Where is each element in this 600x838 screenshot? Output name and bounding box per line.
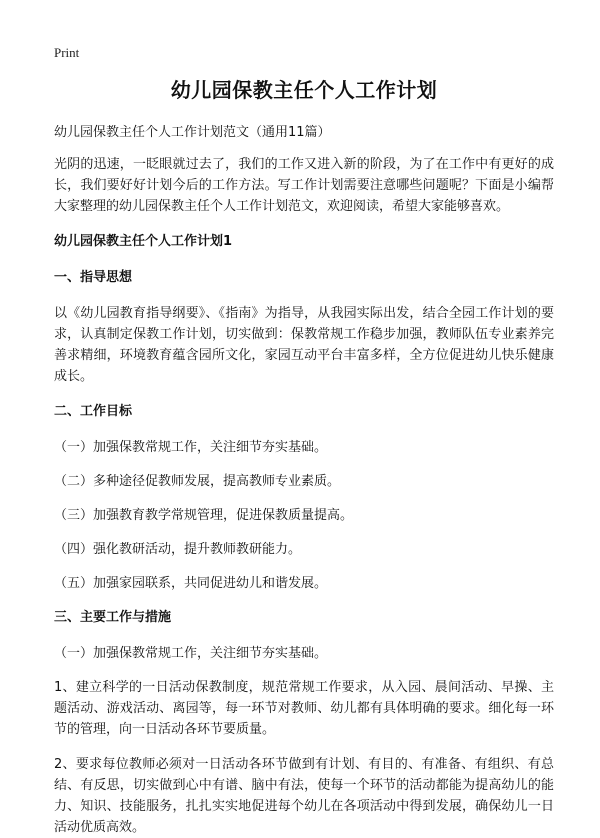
goal-item: （二）多种途径促教师发展，提高教师专业素质。 bbox=[54, 474, 341, 489]
measures-paragraph-1: 1、建立科学的一日活动保教制度，规范常规工作要求，从入园、晨间活动、早操、主题活动、游戏活动、离园等，每一环节对教师、幼儿都有具体明确的要求。细化每一环节的管理，向一日活动各环节要质量。 bbox=[54, 680, 554, 737]
intro-paragraph: 光阴的迅速，一眨眼就过去了，我们的工作又进入新的阶段，为了在工作中有更好的成长，我们要好好计划今后的工作方法。写工作计划需要注意哪些问题呢？下面是小编帮大家整理的幼儿园保教主任个人工作计划范文，欢迎阅读，希望大家能够喜欢。 bbox=[54, 157, 554, 214]
document-subtitle: 幼儿园保教主任个人工作计划范文（通用11篇） bbox=[54, 125, 331, 140]
guiding-paragraph: 以《幼儿园教育指导纲要》、《指南》为指导，从我园实际出发，结合全园工作计划的要求，认真制定保教工作计划，切实做到：保教常规工作稳步加强，教师队伍专业素养完善求精细，环境教育蕴含园所文化，家园互动平台丰富多样，全方位促进幼儿快乐健康成长。 bbox=[54, 306, 554, 384]
measures-paragraph-2: 2、要求每位教师必须对一日活动各环节做到有计划、有目的、有准备、有组织、有总结、有反思，切实做到心中有谱、脑中有法，使每一个环节的活动都能为提高幼儿的能力、知识、技能服务，扎扎实实地促进每个幼儿在各项活动中得到发展，确保幼儿一日活动优质高效。 bbox=[54, 757, 554, 835]
goal-item: （四）强化教研活动，提升教师教研能力。 bbox=[54, 542, 302, 557]
goal-item: （一）加强保教常规工作，关注细节夯实基础。 bbox=[54, 440, 328, 455]
measures-heading: 三、主要工作与措施 bbox=[54, 610, 172, 625]
guiding-heading: 一、指导思想 bbox=[54, 270, 133, 285]
goals-heading: 二、工作目标 bbox=[54, 404, 133, 419]
measures-subheading: （一）加强保教常规工作，关注细节夯实基础。 bbox=[54, 646, 328, 661]
print-link[interactable]: Print bbox=[54, 45, 80, 60]
page-title: 幼儿园保教主任个人工作计划 bbox=[170, 78, 438, 102]
goal-item: （三）加强教育教学常规管理，促进保教质量提高。 bbox=[54, 508, 354, 523]
section-title: 幼儿园保教主任个人工作计划1 bbox=[54, 234, 233, 249]
goal-item: （五）加强家园联系，共同促进幼儿和谐发展。 bbox=[54, 576, 328, 591]
